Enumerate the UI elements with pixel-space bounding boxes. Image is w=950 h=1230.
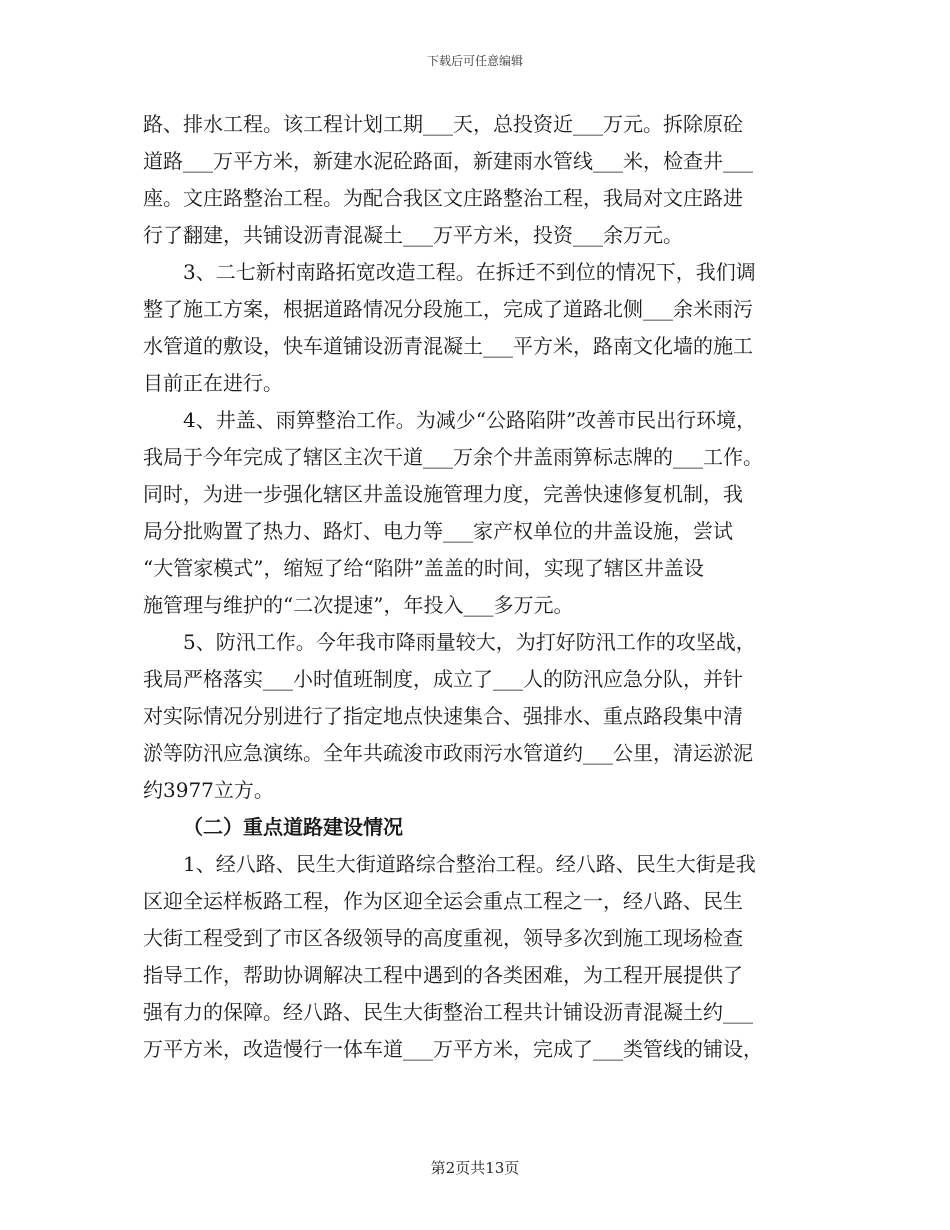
text-line: 区迎全运样板路工程，作为区迎全运会重点工程之一，经八路、民生: [143, 889, 743, 913]
text-line: 约3977立方。: [143, 778, 274, 802]
paragraph-start-line: 1、经八路、民生大街道路综合整治工程。经八路、民生大街是我: [183, 852, 756, 876]
text-line: 淤等防汛应急演练。全年共疏浚市政雨污水管道约___公里，清运淤泥: [143, 741, 753, 765]
text-line: 指导工作，帮助协调解决工程中遇到的各类困难，为工程开展提供了: [143, 963, 743, 987]
document-body: [143, 106, 815, 1068]
text-line: “大管家模式”，缩短了给“陷阱”盖盖的时间，实现了辖区井盖设: [143, 556, 704, 580]
text-line: 我局严格落实___小时值班制度，成立了___人的防汛应急分队，并针: [143, 667, 743, 691]
paragraph-start-line: 5、防汛工作。今年我市降雨量较大，为打好防汛工作的攻坚战，: [183, 630, 756, 654]
text-line: 万平方米，改造慢行一体车道___万平方米，完成了___类管线的铺设，: [143, 1037, 763, 1061]
text-line: 座。文庄路整治工程。为配合我区文庄路整治工程，我局对文庄路进: [143, 186, 743, 210]
text-line: 强有力的保障。经八路、民生大街整治工程共计铺设沥青混凝土约___: [143, 1000, 753, 1024]
text-line: 同时，为进一步强化辖区井盖设施管理力度，完善快速修复机制，我: [143, 482, 743, 506]
text-line: 整了施工方案，根据道路情况分段施工，完成了道路北侧___余米雨污: [143, 297, 753, 321]
page-header: 下载后可任意编辑: [426, 54, 523, 68]
text-line: 对实际情况分别进行了指定地点快速集合、强排水、重点路段集中清: [143, 704, 743, 728]
text-line: 目前正在进行。: [143, 371, 283, 395]
text-line: 行了翻建，共铺设沥青混凝土___万平方米，投资___余万元。: [143, 223, 683, 247]
text-line: 局分批购置了热力、路灯、电力等___家产权单位的井盖设施，尝试: [143, 519, 733, 543]
text-line: 施管理与维护的“二次提速”，年投入___多万元。: [143, 593, 574, 617]
text-line: 水管道的敷设，快车道铺设沥青混凝土___平方米，路南文化墙的施工: [143, 334, 753, 358]
text-line: 路、排水工程。该工程计划工期___天，总投资近___万元。拆除原砼: [143, 112, 743, 136]
text-line: 我局于今年完成了辖区主次干道___万余个井盖雨箅标志牌的___工作。: [143, 445, 763, 469]
paragraph-start-line: 3、二七新村南路拓宽改造工程。在拆迁不到位的情况下，我们调: [183, 260, 756, 284]
page-footer: 第2页共13页: [430, 1159, 520, 1177]
paragraph-start-line: 4、井盖、雨箅整治工作。为减少“公路陷阱”改善市民出行环境，: [183, 408, 757, 432]
text-line: 大街工程受到了市区各级领导的高度重视，领导多次到施工现场检查: [143, 926, 743, 950]
text-line: 道路___万平方米，新建水泥砼路面，新建雨水管线___米，检查井___: [143, 149, 753, 173]
section-heading: （二）重点道路建设情况: [183, 815, 403, 839]
